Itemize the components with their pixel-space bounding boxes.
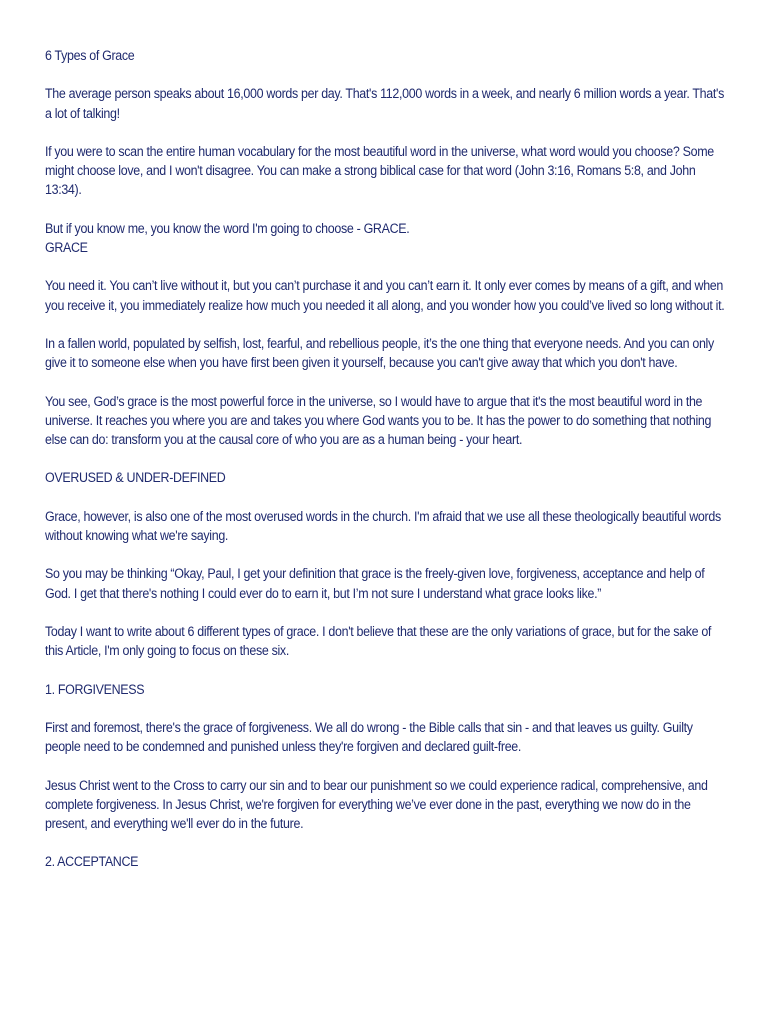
- heading-acceptance: 2. ACCEPTANCE: [45, 854, 139, 870]
- paragraph-word-count: The average person speaks about 16,000 words per day. That's 112,000 words in a week, and nearly 6 million words a year. That's a lot of talking!: [45, 86, 724, 121]
- document-title: 6 Types of Grace: [45, 48, 135, 63]
- heading-forgiveness: 1. FORGIVENESS: [45, 681, 145, 697]
- paragraph-beautiful-word: If you were to scan the entire human vocabulary for the most beautiful word in the universe, what word would you choose? Some might choose love, and I won't disagree. You can make a strong biblical case for that word (John 3:16, Romans 5:8, and John 13:34).: [45, 143, 714, 198]
- paragraph-definition: So you may be thinking “Okay, Paul, I get your definition that grace is the freely-given love, forgiveness, acceptance and help of God. I get that there's nothing I could ever do to earn it, but I’m not sure I understand what grace looks like.”: [45, 566, 705, 601]
- document-body: [45, 46, 725, 891]
- paragraph-choose-grace: But if you know me, you know the word I'm going to choose - GRACE.: [45, 220, 410, 236]
- paragraph-overused-words: Grace, however, is also one of the most overused words in the church. I'm afraid that we use all these theologically beautiful words without knowing what we're saying.: [45, 508, 721, 543]
- paragraph-powerful-force: You see, God’s grace is the most powerful force in the universe, so I would have to argue that it's the most beautiful word in the universe. It reaches you where you are and takes you where God wants you to be. It has the power to do something that nothing else can do: transform you at the causal core of who you are as a human being - your heart.: [45, 393, 712, 447]
- heading-overused: OVERUSED & UNDER-DEFINED: [45, 470, 226, 486]
- paragraph-fallen-world: In a fallen world, populated by selfish, lost, fearful, and rebellious people, it’s the one thing that everyone needs. And you can only give it to someone else when you have first been given it yourself, because you can't give away that which you don't have.: [45, 335, 714, 371]
- paragraph-cross: Jesus Christ went to the Cross to carry our sin and to bear our punishment so we could experience radical, comprehensive, and complete forgiveness. In Jesus Christ, we're forgiven for everything we’ve ever done in the past, everything we now do in the present, and everything we'll ever do in the future.: [45, 777, 708, 831]
- heading-grace: GRACE: [45, 239, 88, 255]
- paragraph-you-need-it: You need it. You can’t live without it, but you can’t purchase it and you can’t earn it. It only ever comes by means of a gift, and when you receive it, you immediately realize how much you needed it all along, and you wonder how you could’ve lived so long without it.: [45, 278, 725, 313]
- paragraph-six-types: Today I want to write about 6 different types of grace. I don't believe that these are the only variations of grace, but for the sake of this Article, I'm only going to focus on these six.: [45, 623, 712, 659]
- paragraph-grace-of-forgiveness: First and foremost, there's the grace of forgiveness. We all do wrong - the Bible calls that sin - and that leaves us guilty. Guilty people need to be condemned and punished unless they're forgiven and declared guilt-free.: [45, 719, 693, 755]
